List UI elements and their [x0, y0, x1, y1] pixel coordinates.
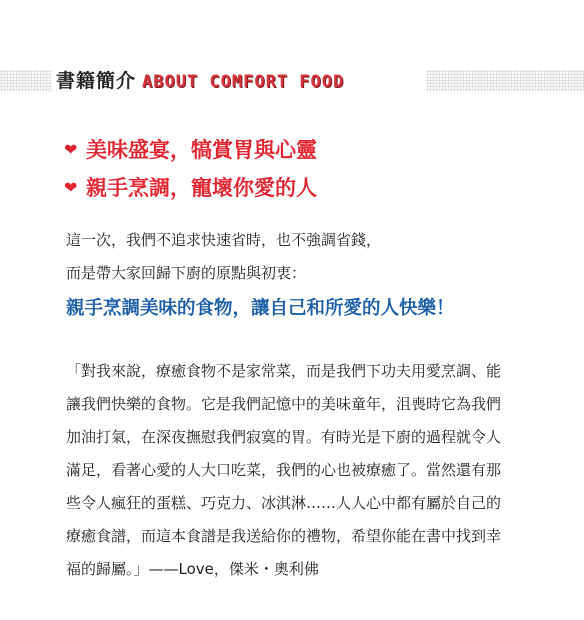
quote-line: 讓我們快樂的食物。它是我們記憶中的美味童年，沮喪時它為我們 [66, 395, 502, 413]
headline-text: 美味盛宴，犒賞胃與心靈 [86, 138, 317, 162]
section-header [0, 68, 584, 94]
headline-text: 親手烹調，寵壞你愛的人 [86, 176, 317, 200]
section-title [56, 68, 344, 94]
dotted-rule-left [0, 70, 52, 92]
intro-line-2: 而是帶大家回歸下廚的原點與初衷： [66, 264, 307, 282]
quote-line: 滿足，看著心愛的人大口吃菜，我們的心也被療癒了。當然還有那 [66, 461, 502, 479]
section-title-zh: 書籍簡介 [56, 70, 137, 92]
quote-line: 療癒食譜，而這本食譜是我送給你的禮物，希望你能在書中找到幸 [66, 527, 502, 545]
heart-icon: ❤ [64, 140, 78, 159]
section-title-en: ABOUT COMFORT FOOD [142, 72, 345, 92]
highlight-statement: 親手烹調美味的食物，讓自己和所愛的人快樂！ [66, 298, 455, 319]
quote-block [66, 355, 536, 586]
dotted-rule-right [426, 70, 584, 92]
heart-icon: ❤ [64, 178, 78, 197]
headline-2 [64, 174, 317, 202]
headline-1 [64, 136, 317, 164]
intro-line-1: 這一次，我們不追求快速省時，也不強調省錢， [66, 231, 382, 249]
quote-line: 「對我來說，療癒食物不是家常菜，而是我們下功夫用愛烹調、能 [66, 362, 502, 380]
quote-line: 福的歸屬。」——Love，傑米・奧利佛 [66, 560, 319, 578]
quote-line: 些令人瘋狂的蛋糕、巧克力、冰淇淋……人人心中都有屬於自己的 [66, 494, 502, 512]
quote-line: 加油打氣，在深夜撫慰我們寂寞的胃。有時光是下廚的過程就令人 [66, 428, 502, 446]
